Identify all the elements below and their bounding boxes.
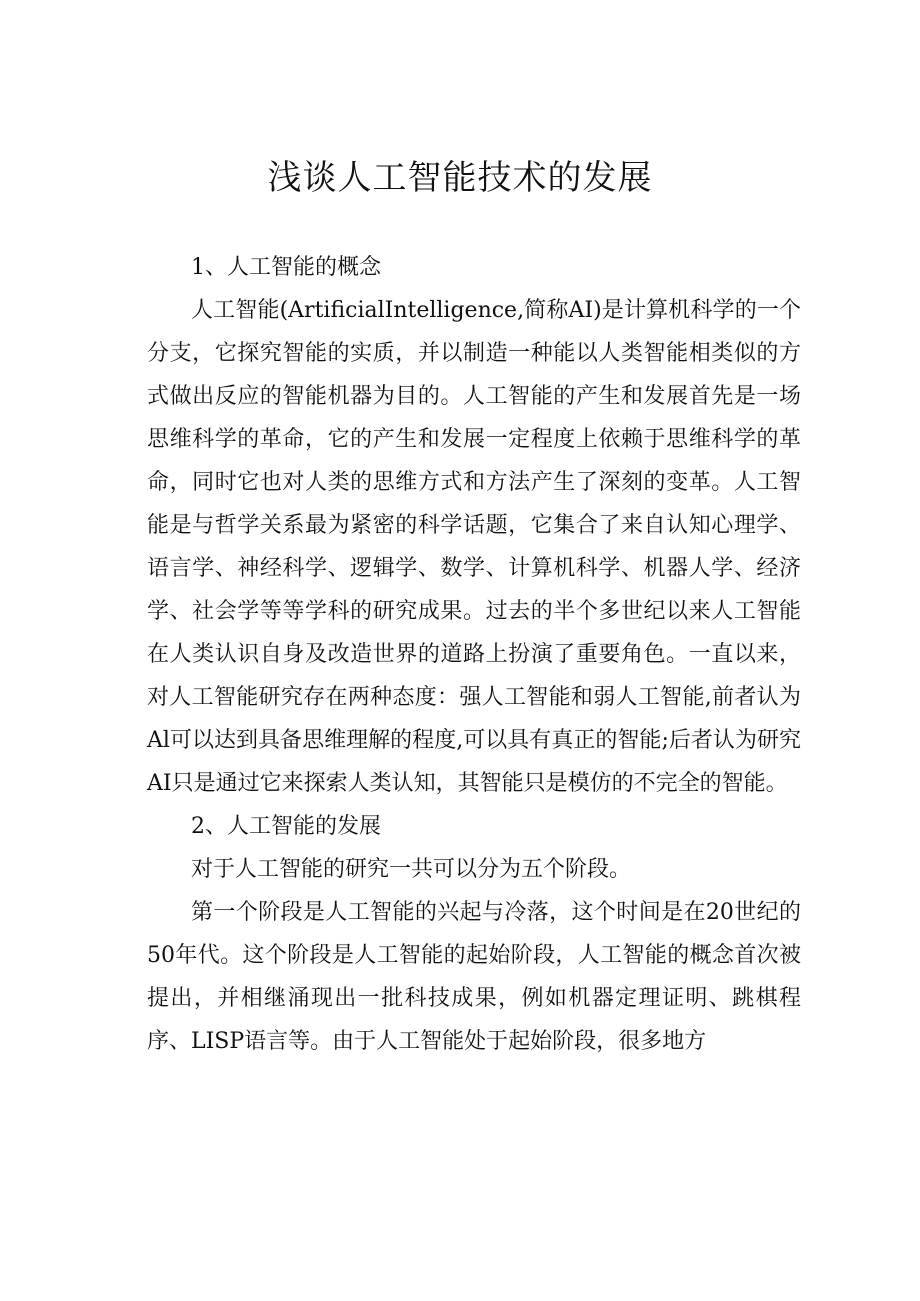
document-title: 浅谈人工智能技术的发展	[267, 158, 653, 198]
paragraph-concept: 人工智能(ArtificialIntelligence,简称AI)是计算机科学的一个分支，它探究智能的实质，并以制造一种能以人类智能相类似的方式做出反应的智能机器为目的。人工智能的产生和发展首先是一场思维科学的革命，它的产生和发展一定程度上依赖于思维科学的革命，同时它也对人类的思维方式和方法产生了深刻的变革。人工智能是与哲学关系最为紧密的科学话题，它集合了来自认知心理学、语言学、神经科学、逻辑学、数学、计算机科学、机器人学、经济学、社会学等等学科的研究成果。过去的半个多世纪以来人工智能在人类认识自身及改造世界的道路上扮演了重要角色。一直以来，对人工智能研究存在两种态度：强人工智能和弱人工智能,前者认为Al可以达到具备思维理解的程度,可以具有真正的智能;后者认为研究AI只是通过它来探索人类认知，其智能只是模仿的不完全的智能。	[147, 298, 801, 796]
section-heading-concept: 1、人工智能的概念	[191, 255, 381, 280]
paragraph-stages-intro: 对于人工智能的研究一共可以分为五个阶段。	[191, 857, 632, 882]
document-body	[147, 246, 801, 1063]
paragraph-stage-one: 第一个阶段是人工智能的兴起与冷落，这个时间是在20世纪的50年代。这个阶段是人工智能的起始阶段，人工智能的概念首次被提出，并相继涌现出一批科技成果，例如机器定理证明、跳棋程序、LISP语言等。由于人工智能处于起始阶段，很多地方	[147, 900, 801, 1054]
section-heading-development: 2、人工智能的发展	[191, 814, 381, 839]
